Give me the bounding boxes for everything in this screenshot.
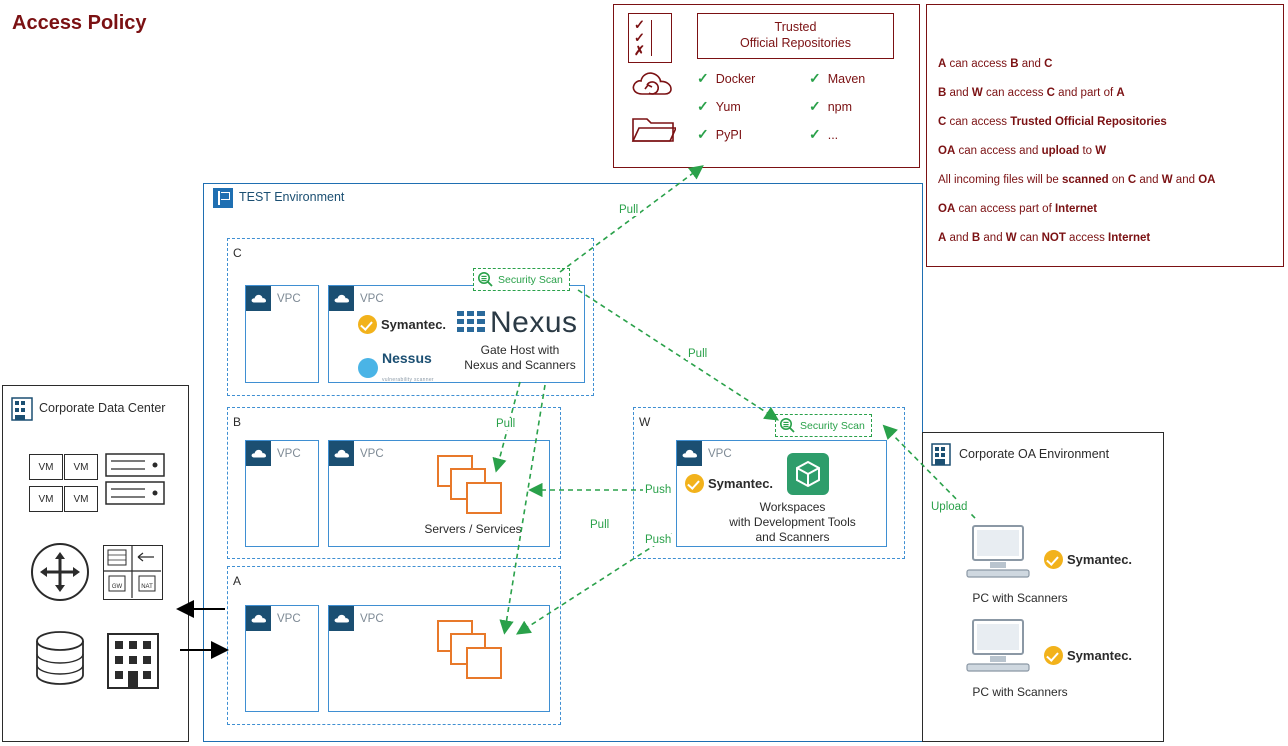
vpc-icon xyxy=(246,606,271,631)
repo-item-npm: ✓ npm xyxy=(809,98,853,114)
database-icon xyxy=(33,630,87,688)
policy-line-4: OA can access and upload to W xyxy=(938,145,1107,157)
nessus-sublabel: vulnerability scanner xyxy=(382,377,434,383)
check-icon: ✓ xyxy=(809,98,821,114)
flow-label-push-2: Push xyxy=(645,534,672,546)
symantec-label: Symantec. xyxy=(1067,648,1133,663)
vm-box-3: VM xyxy=(29,486,63,512)
vpc-icon xyxy=(329,606,354,631)
repo-item-more: ✓ ... xyxy=(809,126,839,142)
pc-icon xyxy=(963,524,1033,582)
checklist-icon: ✓ ✓ ✗ xyxy=(628,13,672,63)
vpc-label: VPC xyxy=(277,612,301,625)
building-icon xyxy=(10,396,34,422)
flow-label-pull-4: Pull xyxy=(590,519,610,531)
router-icon xyxy=(30,542,90,602)
test-environment-label: TEST Environment xyxy=(239,190,345,204)
nessus-logo-gate xyxy=(358,350,434,386)
vpc-label: VPC xyxy=(277,447,301,460)
vm-box-4: VM xyxy=(64,486,98,512)
magnifier-icon xyxy=(477,271,494,288)
vpc-label: VPC xyxy=(360,612,384,625)
gate-host-caption: Gate Host with Nexus and Scanners xyxy=(464,343,576,372)
symantec-check-icon xyxy=(685,474,704,493)
flow-label-pull-1: Pull xyxy=(619,204,639,216)
security-scan-label: Security Scan xyxy=(800,419,865,432)
workspaces-icon xyxy=(786,452,830,496)
pc-caption-2: PC with Scanners xyxy=(972,685,1068,699)
server-rack-icon xyxy=(105,452,165,512)
office-building-icon xyxy=(105,628,161,690)
access-policy-title: Access Policy xyxy=(12,12,147,34)
zone-b-label: B xyxy=(233,415,242,429)
flow-label-pull-3: Pull xyxy=(496,418,516,430)
nessus-circle-icon xyxy=(358,358,378,378)
flow-label-push-1: Push xyxy=(645,484,672,496)
vpc-icon xyxy=(677,441,702,466)
flow-label-pull-2: Pull xyxy=(688,348,708,360)
zone-a-label: A xyxy=(233,574,242,588)
pc-icon xyxy=(963,618,1033,676)
policy-line-5: All incoming files will be scanned on C and W and OA xyxy=(938,174,1216,186)
symantec-label: Symantec. xyxy=(381,317,447,332)
security-scan-badge-w[interactable] xyxy=(775,414,872,437)
symantec-logo-pc-1 xyxy=(1044,550,1132,569)
vpc-label: VPC xyxy=(360,292,384,305)
vpc-label: VPC xyxy=(277,292,301,305)
trusted-repositories-panel xyxy=(613,4,920,168)
flow-label-upload: Upload xyxy=(931,501,968,513)
policy-line-6: OA can access part of Internet xyxy=(938,203,1098,215)
vpc-icon xyxy=(329,286,354,311)
policy-line-1: A can access B and C xyxy=(938,58,1053,70)
security-scan-badge-c[interactable] xyxy=(473,268,570,291)
svg-text:NAT: NAT xyxy=(141,584,153,590)
building-icon xyxy=(930,442,952,467)
symantec-logo-gate xyxy=(358,315,446,334)
access-policy-panel xyxy=(926,4,1284,267)
cloud-repo-icon xyxy=(630,67,676,101)
vpc-icon xyxy=(246,286,271,311)
folder-repo-icon xyxy=(630,113,676,145)
zone-a-vpc-left xyxy=(245,605,319,712)
symantec-label: Symantec. xyxy=(708,476,774,491)
vpc-icon xyxy=(246,441,271,466)
trusted-title-line1: Trusted xyxy=(774,20,817,35)
pc-caption-1: PC with Scanners xyxy=(972,591,1068,605)
zone-b-vpc-left xyxy=(245,440,319,547)
repo-item-yum: ✓ Yum xyxy=(697,98,741,114)
trusted-title-line2: Official Repositories xyxy=(740,36,851,50)
vm-box-1: VM xyxy=(29,454,63,480)
check-icon: ✓ xyxy=(697,126,709,142)
symantec-logo-pc-2 xyxy=(1044,646,1132,665)
servers-stack-icon xyxy=(437,455,509,517)
zone-c-label: C xyxy=(233,246,242,260)
repo-item-docker: ✓ Docker xyxy=(697,70,756,86)
nexus-wordmark: Nexus xyxy=(490,306,578,339)
vpc-header xyxy=(246,606,318,631)
repo-item-pypi: ✓ PyPI xyxy=(697,126,743,142)
network-appliance-icon xyxy=(103,545,161,598)
symantec-check-icon xyxy=(1044,646,1063,665)
vpc-header xyxy=(677,441,886,466)
vpc-label: VPC xyxy=(360,447,384,460)
vm-box-2: VM xyxy=(64,454,98,480)
vpc-icon xyxy=(329,441,354,466)
symantec-check-icon xyxy=(358,315,377,334)
zone-c-vpc-left xyxy=(245,285,319,383)
policy-line-3: C can access Trusted Official Repositories xyxy=(938,116,1167,128)
check-icon: ✓ xyxy=(809,126,821,142)
servers-caption-b: Servers / Services xyxy=(424,522,522,536)
policy-line-7: A and B and W can NOT access Internet xyxy=(938,232,1151,244)
policy-line-2: B and W can access C and part of A xyxy=(938,87,1125,99)
vpc-label: VPC xyxy=(708,447,732,460)
servers-stack-icon xyxy=(437,620,509,682)
workspaces-caption: Workspaces with Development Tools and Scanners xyxy=(729,500,856,544)
vpc-header xyxy=(246,441,318,466)
svg-text:GW: GW xyxy=(111,584,123,590)
trusted-repositories-title xyxy=(697,13,894,59)
check-icon: ✓ xyxy=(809,70,821,86)
symantec-check-icon xyxy=(1044,550,1063,569)
flag-icon xyxy=(213,188,233,208)
check-icon: ✓ xyxy=(697,98,709,114)
symantec-logo-workspace xyxy=(685,474,773,493)
repo-item-maven: ✓ Maven xyxy=(809,70,866,86)
vpc-header xyxy=(246,286,318,311)
corporate-oa-title: Corporate OA Environment xyxy=(959,447,1110,461)
symantec-label: Symantec. xyxy=(1067,552,1133,567)
magnifier-icon xyxy=(779,417,796,434)
check-icon: ✓ xyxy=(697,70,709,86)
security-scan-label: Security Scan xyxy=(498,273,563,286)
nexus-icon xyxy=(456,308,486,338)
zone-w-label: W xyxy=(639,415,651,429)
nessus-label: Nessus xyxy=(382,350,432,366)
corporate-data-center-title: Corporate Data Center xyxy=(39,401,166,415)
